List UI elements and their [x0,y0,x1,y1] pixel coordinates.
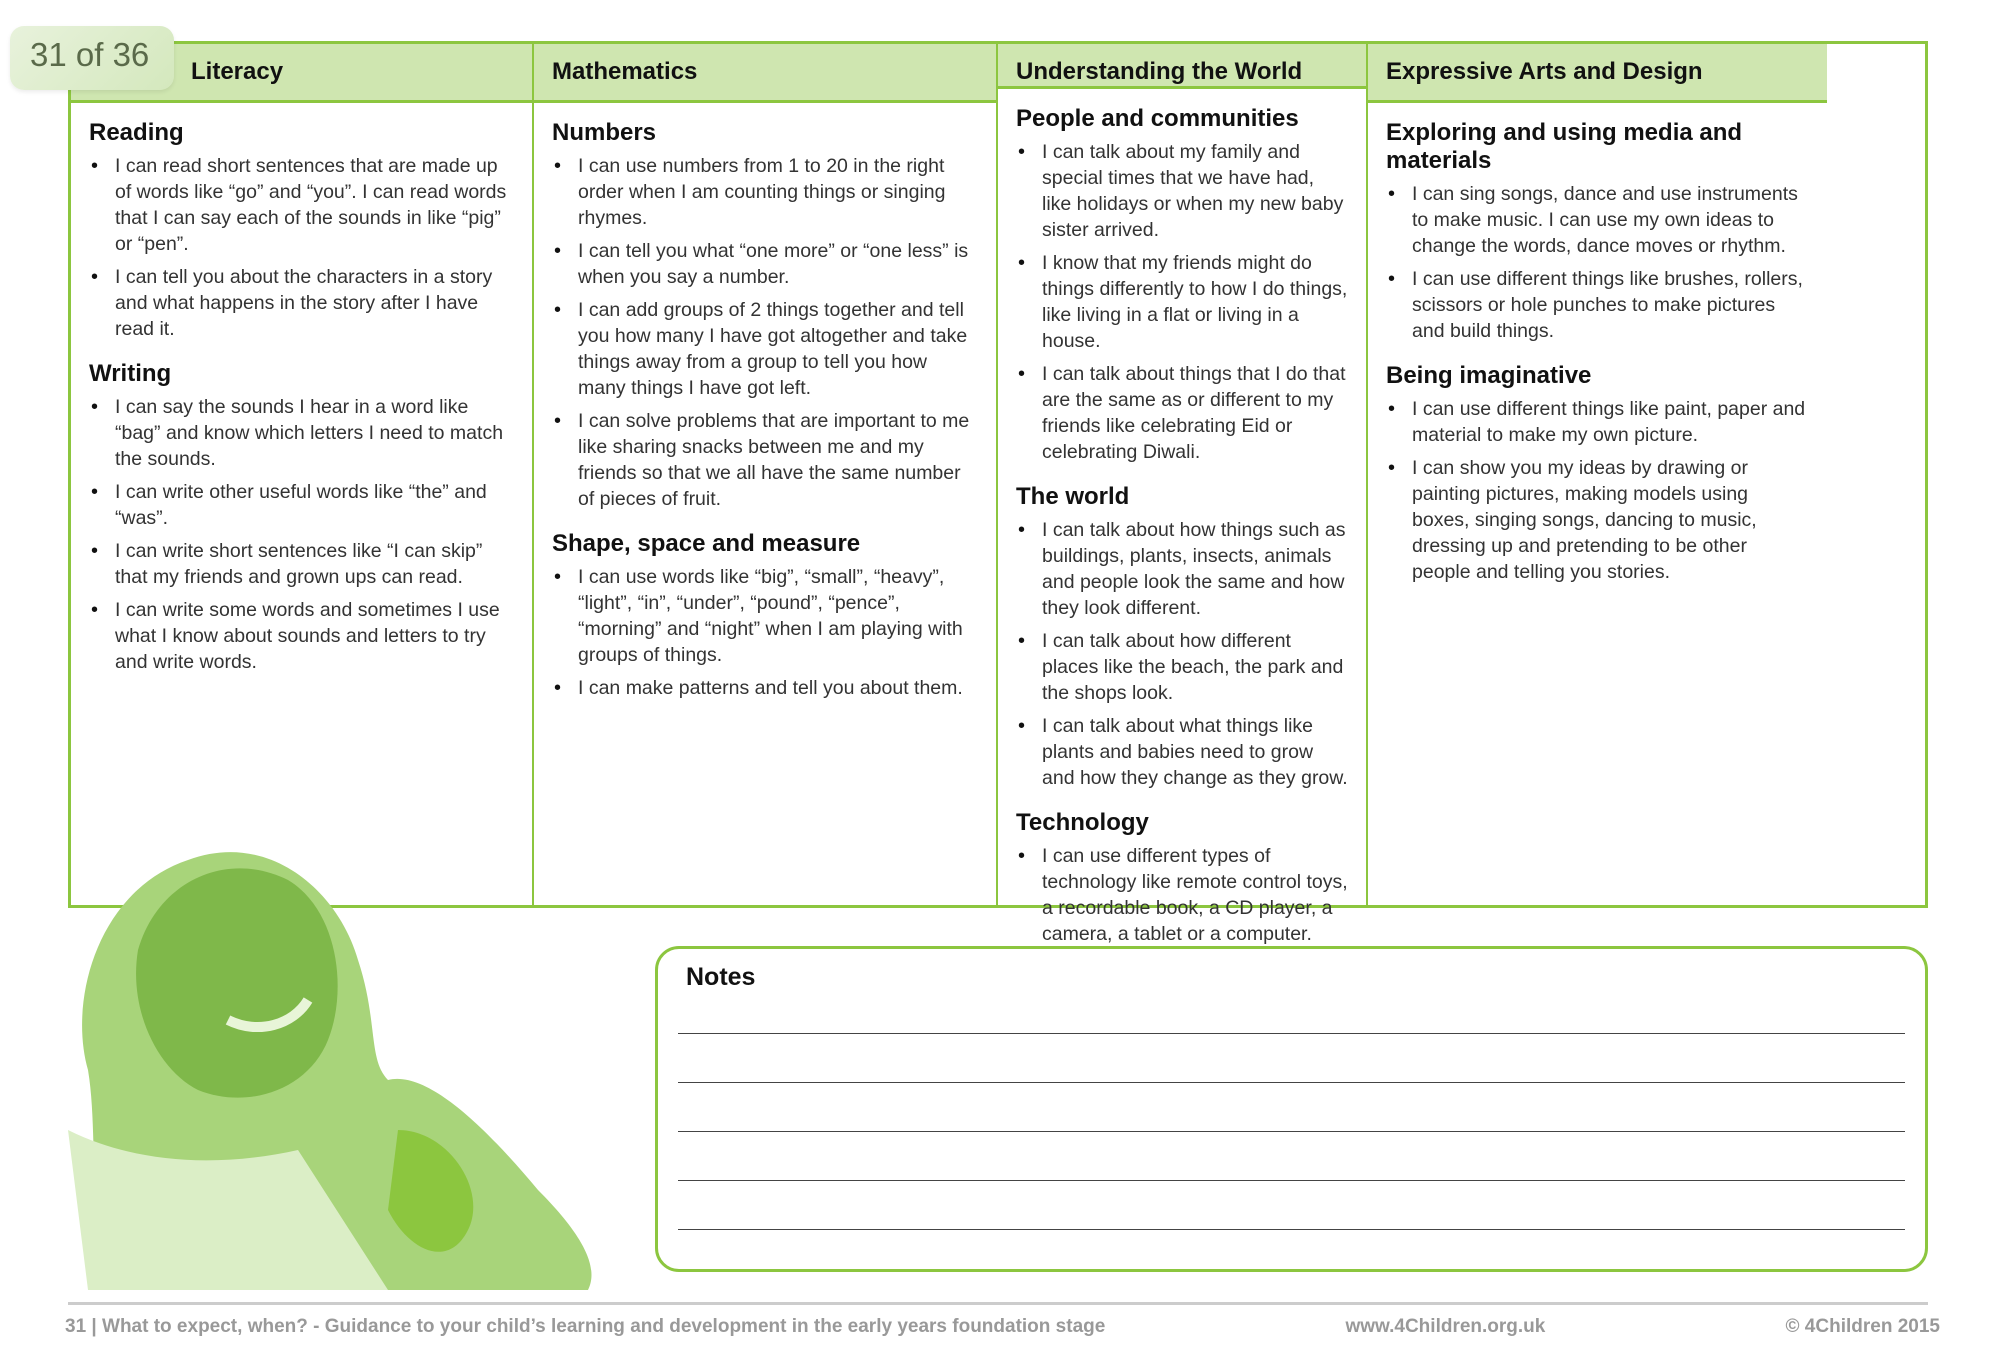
column-literacy [71,44,534,905]
column-header: Mathematics [534,44,996,103]
note-line[interactable] [678,1033,1905,1034]
section-title: People and communities [1016,105,1299,132]
column-header: Expressive Arts and Design [1368,44,1827,103]
column-header: Understanding the World [998,44,1366,89]
column-expressive-arts-and-design [1368,44,1827,905]
section-title: Reading [89,119,184,146]
section-title: The world [1016,483,1130,510]
section-title: Technology [1016,809,1149,836]
section-title: Writing [89,360,172,387]
bullet-list [1016,139,1348,465]
notes-title: Notes [686,963,756,991]
footer-title: 31 | What to expect, when? - Guidance to your child’s learning and development in the early years foundation stage [65,1316,1106,1337]
list-item: • I can show you my ideas by drawing or painting pictures, making models using boxes, singing songs, dancing to music, dressing up and pretending to be other people and telling you stories. [1386,455,1809,585]
column-body [534,103,996,719]
list-item: • I can tell you what “one more” or “one less” is when you say a number. [552,238,978,290]
list-item: • I can read short sentences that are made up of words like “go” and “you”. I can read words that I can say each of the sounds in like “pig” or “pen”. [89,153,514,257]
list-item: • I can write some words and sometimes I use what I know about sounds and letters to try and write words. [89,597,514,675]
section-title: Being imaginative [1386,362,1592,389]
list-item: • I can write short sentences like “I can skip” that my friends and grown ups can read. [89,538,514,590]
learning-table [68,41,1928,945]
bullet-list [1386,181,1809,344]
note-line[interactable] [678,1229,1905,1230]
footer-copyright: © 4Children 2015 [1785,1316,1940,1337]
column-body [71,103,532,693]
child-photo [68,830,608,1290]
bullet-list [552,153,978,512]
section-title: Numbers [552,119,657,146]
bullet-list [552,564,978,701]
bullet-list [1016,843,1348,947]
list-item: • I can talk about how different places like the beach, the park and the shops look. [1016,628,1348,706]
column-mathematics [534,44,998,905]
list-item: • I can talk about how things such as buildings, plants, insects, animals and people look the same and how they look different. [1016,517,1348,621]
list-item: • I can use words like “big”, “small”, “heavy”, “light”, “in”, “under”, “pound”, “pence”, “morning” and “night” when I am playing with groups of things. [552,564,978,668]
note-line[interactable] [678,1131,1905,1132]
list-item: • I can say the sounds I hear in a word like “bag” and know which letters I need to match the sounds. [89,394,514,472]
footer [65,1316,1940,1338]
note-line[interactable] [678,1180,1905,1181]
list-item: • I can sing songs, dance and use instruments to make music. I can use my own ideas to change the words, dance moves or rhythm. [1386,181,1809,259]
list-item: • I can write other useful words like “the” and “was”. [89,479,514,531]
list-item: • I can use different things like brushes, rollers, scissors or hole punches to make pictures and build things. [1386,266,1809,344]
list-item: • I can solve problems that are important to me like sharing snacks between me and my friends so that we all have the same number of pieces of fruit. [552,408,978,512]
bullet-list [1016,517,1348,791]
list-item: • I can talk about what things like plants and babies need to grow and how they change as they grow. [1016,713,1348,791]
footer-divider [68,1302,1928,1305]
column-body [1368,103,1827,603]
list-item: • I can add groups of 2 things together and tell you how many I have got altogether and take things away from a group to tell you how many things I have got left. [552,297,978,401]
list-item: • I know that my friends might do things differently to how I do things, like living in a flat or living in a house. [1016,250,1348,354]
column-understanding-the-world [998,44,1368,945]
list-item: • I can make patterns and tell you about them. [552,675,978,701]
list-item: • I can tell you about the characters in a story and what happens in the story after I have read it. [89,264,514,342]
list-item: • I can use different types of technology like remote control toys, a recordable book, a CD player, a camera, a tablet or a computer. [1016,843,1348,947]
note-line[interactable] [678,1082,1905,1083]
list-item: • I can talk about things that I do that are the same as or different to my friends like celebrating Eid or celebrating Diwali. [1016,361,1348,465]
footer-url[interactable]: www.4Children.org.uk [1345,1316,1546,1337]
bullet-list [89,394,514,675]
bullet-list [89,153,514,342]
notes-box[interactable] [655,946,1928,1272]
section-title: Exploring and using media and materials [1386,119,1743,174]
bullet-list [1386,396,1809,585]
page-counter-badge: 31 of 36 [10,26,174,90]
list-item: • I can talk about my family and special times that we have had, like holidays or when my new baby sister arrived. [1016,139,1348,243]
list-item: • I can use numbers from 1 to 20 in the right order when I am counting things or singing rhymes. [552,153,978,231]
list-item: • I can use different things like paint, paper and material to make my own picture. [1386,396,1809,448]
section-title: Shape, space and measure [552,530,861,557]
column-body [998,89,1366,965]
column-header: Literacy [71,44,532,103]
